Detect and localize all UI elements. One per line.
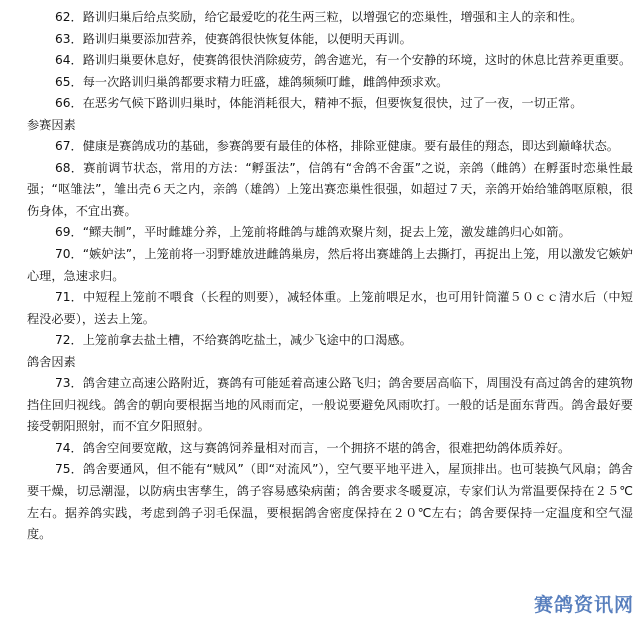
section-heading-loft-factors: 鸽舍因素 [27, 354, 76, 369]
paragraph-69: 69．“鳏夫制”，平时雌雄分养，上笼前将雌鸽与雄鸽欢聚片刻，捉去上笼，激发雄鸽归心如箭。 [55, 225, 571, 240]
paragraph-73: 73．鸽舍建立高速公路附近，赛鸽有可能延着高速公路飞归；鸽舍要居高临下，周围没有高过鸽舍的建筑物挡住回归视线。鸽舍的朝向要根据当地的风雨而定，一般说要避免风雨吹打。一般的话是面东背西。鸽舍最好要接受朝阳照射，而不宜夕阳照射。 [27, 376, 633, 434]
paragraph-72: 72．上笼前拿去盐土槽，不给赛鸽吃盐土，减少飞途中的口渴感。 [55, 333, 412, 348]
paragraph-64: 64．路训归巢要休息好，使赛鸽很快消除疲劳，鸽舍遮光，有一个安静的环境，这时的休息比营养更重要。 [55, 53, 632, 68]
paragraph-65: 65．每一次路训归巢鸽都要求精力旺盛，雄鸽频频叮雌，雌鸽伸颈求欢。 [55, 74, 449, 89]
document-body [27, 7, 633, 546]
paragraph-75: 75．鸽舍要通风，但不能有“贼风”（即“对流风”），空气要平地平进入，屋顶排出。也可装换气风扇；鸽舍要干燥，切忌潮湿，以防病虫害孳生，鸽子容易感染病菌；鸽舍要求冬暖夏凉，专家们认为常温要保持在２５℃左右。据养鸽实践，考虑到鸽子羽毛保温，要根据鸽舍密度保持在２０℃左右；鸽舍要保持一定温度和空气湿度。 [27, 462, 633, 542]
paragraph-67: 67．健康是赛鸽成功的基础，参赛鸽要有最佳的体格，排除亚健康。要有最佳的翔态，即达到巅峰状态。 [55, 139, 619, 154]
paragraph-68: 68．赛前调节状态，常用的方法：“孵蛋法”，信鸽有“舍鸽不舍蛋”之说，亲鸽（雌鸽）在孵蛋时恋巢性最强；“呕雏法”，雏出壳６天之内，亲鸽（雄鸽）上笼出赛恋巢性很强，如超过７天，亲鸽开始给雏鸽呕原粮，很伤身体，不宜出赛。 [27, 160, 633, 218]
paragraph-66: 66．在恶劣气候下路训归巢时，体能消耗很大，精神不振，但要恢复很快，过了一夜，一切正常。 [55, 96, 583, 111]
paragraph-74: 74．鸽舍空间要宽敞，这与赛鸽饲养量相对而言，一个拥挤不堪的鸽舍，很难把幼鸽体质养好。 [55, 440, 571, 455]
paragraph-62: 62．路训归巢后给点奖励，给它最爱吃的花生两三粒，以增强它的恋巢性，增强和主人的亲和性。 [55, 10, 583, 24]
paragraph-70: 70．“嫉妒法”，上笼前将一羽野雄放进雌鸽巢房，然后将出赛雄鸽上去撕打，再捉出上笼，用以激发它嫉妒心理，急速求归。 [27, 247, 633, 283]
paragraph-71: 71．中短程上笼前不喂食（长程的则要），减轻体重。上笼前喂足水，也可用针筒灌５０ｃｃ清水后（中短程没必要），送去上笼。 [27, 290, 633, 326]
section-heading-race-factors: 参赛因素 [27, 117, 76, 132]
site-watermark: 赛鸽资讯网 [533, 594, 634, 616]
paragraph-63: 63．路训归巢要添加营养，使赛鸽很快恢复体能，以便明天再训。 [55, 31, 412, 46]
